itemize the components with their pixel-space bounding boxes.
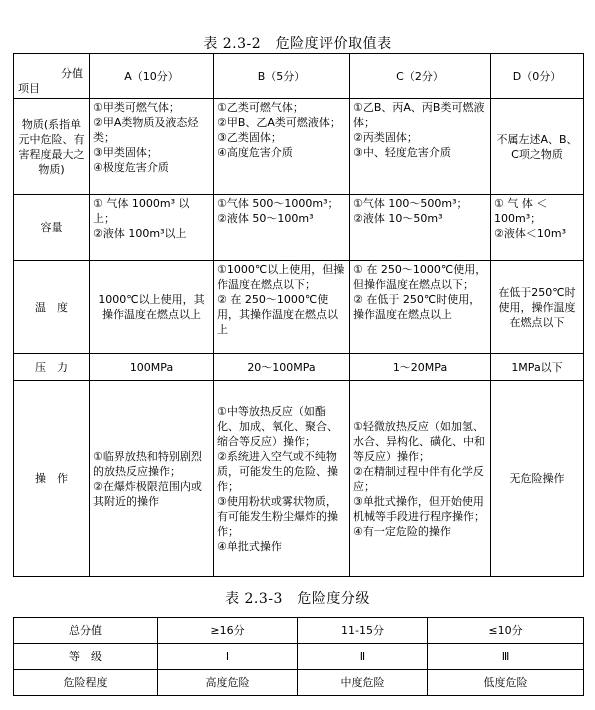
cell-line: ②在精制过程中伴有化学反应； <box>353 464 484 493</box>
row-label-grade: 等 级 <box>14 644 158 670</box>
cell-line: ①1000℃以上使用，但操作温度在燃点以下； <box>217 263 345 291</box>
cell-line: ③甲类固体； <box>93 146 158 159</box>
cell-line: ①临界放热和特别剧烈的放热反应操作； <box>93 449 202 478</box>
cell-line: ①乙类可燃气体； <box>217 101 304 114</box>
cell-line: ①轻微放热反应（如加氢、水合、异构化、磺化、中和等反应）操作； <box>353 419 485 463</box>
cell-line: ②系统进入空气或不纯物质，可能发生的危险、操作； <box>217 449 338 493</box>
cell-line: ②液体 50～100m³ <box>217 212 314 225</box>
column-header-b: B（5分） <box>214 54 350 99</box>
table-row-risk-level <box>14 670 584 696</box>
column-header-a: A（10分） <box>90 54 214 99</box>
cell-risk-medium: 中度危险 <box>298 670 428 696</box>
cell-line: ④高度危害介质 <box>217 146 293 159</box>
cell-line: ④有一定危险的操作 <box>353 524 451 538</box>
cell-capacity-b <box>214 195 350 261</box>
cell-substance-a <box>90 99 214 195</box>
cell-pressure-d: 1MPa以下 <box>491 354 584 381</box>
cell-line: ① 在 250～1000℃使用，但操作温度在燃点以下； <box>353 263 487 291</box>
cell-line: ②甲A类物质及液态烃类； <box>93 116 199 144</box>
cell-grade-1: Ⅰ <box>158 644 298 670</box>
corner-header-cell <box>14 54 90 99</box>
header-row <box>14 54 584 99</box>
cell-line: ② 在低于 250℃时使用，操作温度在燃点以上 <box>353 293 481 321</box>
cell-substance-d: 不属左述A、B、C项之物质 <box>491 99 584 195</box>
cell-operation-c <box>350 381 491 577</box>
cell-line: ①甲类可燃气体； <box>93 101 180 114</box>
cell-pressure-c: 1～20MPa <box>350 354 491 381</box>
cell-substance-b <box>214 99 350 195</box>
row-label-temperature: 温 度 <box>14 261 90 354</box>
cell-line: ②液体＜10m³ <box>494 227 566 240</box>
row-label-pressure: 压 力 <box>14 354 90 381</box>
cell-line: ① 气体 1000m³ 以上； <box>93 197 190 225</box>
cell-line: ①乙B、丙A、丙B类可燃液体； <box>353 101 485 129</box>
table-row-capacity <box>14 195 584 261</box>
cell-line: ②液体 10～50m³ <box>353 212 443 225</box>
cell-grade-3: Ⅲ <box>428 644 584 670</box>
cell-capacity-c <box>350 195 491 261</box>
corner-score-label: 分值 <box>61 67 83 80</box>
cell-line: ① 气 体 ＜ 100m³； <box>494 197 548 225</box>
table-row-temperature <box>14 261 584 354</box>
cell-line: ③中、轻度危害介质 <box>353 146 451 159</box>
cell-capacity-a <box>90 195 214 261</box>
cell-pressure-b: 20～100MPa <box>214 354 350 381</box>
row-label-substance: 物质(系指单元中危险、有害程度最大之物质) <box>14 99 90 195</box>
table2-title: 表 2.3-3 危险度分级 <box>225 591 370 607</box>
cell-line: ①气体 500～1000m³； <box>217 197 339 210</box>
table-row-total-score <box>14 618 584 644</box>
row-label-total-score: 总分值 <box>14 618 158 644</box>
cell-line: ④极度危害介质 <box>93 161 169 174</box>
column-header-d: D（0分） <box>491 54 584 99</box>
cell-operation-d: 无危险操作 <box>491 381 584 577</box>
cell-line: ③乙类固体； <box>217 131 282 144</box>
cell-line: ②甲B、乙A类可燃液体； <box>217 116 341 129</box>
cell-line: ①气体 100～500m³； <box>353 197 468 210</box>
cell-capacity-d <box>491 195 584 261</box>
cell-line: ④单批式操作 <box>217 539 282 553</box>
cell-operation-a <box>90 381 214 577</box>
table-row-operation <box>14 381 584 577</box>
row-label-risk-level: 危险程度 <box>14 670 158 696</box>
row-label-operation: 操 作 <box>14 381 90 577</box>
cell-temperature-c <box>350 261 491 354</box>
cell-line: ②液体 100m³以上 <box>93 227 187 240</box>
corner-item-label: 项目 <box>18 82 40 95</box>
cell-line: ③单批式操作，但开始使用机械等手段进行程序操作； <box>353 494 485 523</box>
row-label-capacity: 容量 <box>14 195 90 261</box>
cell-score-grade2: 11-15分 <box>298 618 428 644</box>
cell-risk-low: 低度危险 <box>428 670 584 696</box>
cell-temperature-a: 1000℃以上使用，其操作温度在燃点以上 <box>90 261 214 354</box>
cell-line: ①中等放热反应（如酯化、加成、氧化、聚合、缩合等反应）操作； <box>217 404 338 448</box>
table-row-substance <box>14 99 584 195</box>
cell-line: ② 在 250～1000℃使用，其操作温度在燃点以上 <box>217 293 338 336</box>
cell-substance-c <box>350 99 491 195</box>
cell-pressure-a: 100MPa <box>90 354 214 381</box>
table-row-grade <box>14 644 584 670</box>
cell-temperature-d: 在低于250℃时使用，操作温度在燃点以下 <box>491 261 584 354</box>
table-row-pressure <box>14 354 584 381</box>
risk-grade-table <box>13 617 584 696</box>
column-header-c: C（2分） <box>350 54 491 99</box>
cell-line: ②在爆炸极限范围内或其附近的操作 <box>93 479 202 508</box>
cell-temperature-b <box>214 261 350 354</box>
cell-score-grade3: ≤10分 <box>428 618 584 644</box>
cell-risk-high: 高度危险 <box>158 670 298 696</box>
cell-operation-b <box>214 381 350 577</box>
risk-score-table <box>13 53 584 577</box>
cell-score-grade1: ≥16分 <box>158 618 298 644</box>
table1-title: 表 2.3-2 危险度评价取值表 <box>203 36 392 52</box>
cell-grade-2: Ⅱ <box>298 644 428 670</box>
cell-line: ③使用粉状或雾状物质，有可能发生粉尘爆炸的操作； <box>217 494 338 538</box>
cell-line: ②丙类固体； <box>353 131 418 144</box>
